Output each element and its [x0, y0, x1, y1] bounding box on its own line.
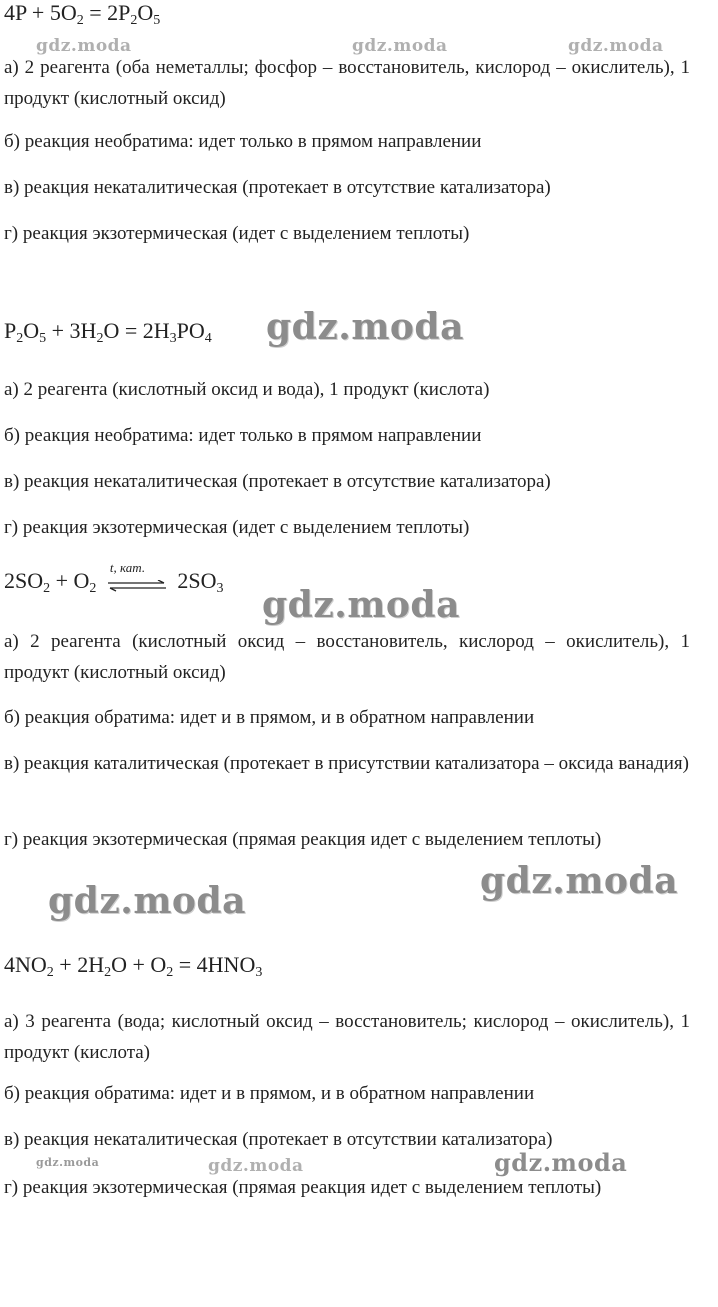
- block4-line-c: в) реакция некаталитическая (протекает в отсутствии катализатора): [4, 1129, 553, 1150]
- eq2-part: O = 2H: [103, 318, 170, 343]
- equation-1: [4, 0, 160, 26]
- eq4-sub: 3: [255, 965, 263, 980]
- block1-line-c: в) реакция некаталитическая (протекает в отсутствие катализатора): [4, 177, 551, 198]
- block4-line-a: а) 3 реагента (вода; кислотный оксид – восстановитель; кислород – окислитель), 1 продукт (кислота): [4, 1011, 690, 1063]
- block2-line-a: а) 2 реагента (кислотный оксид и вода), 1 продукт (кислота): [4, 379, 490, 400]
- watermark: gdz.moda: [266, 306, 464, 348]
- eq4-sub: 2: [46, 965, 54, 980]
- block3-line-a: а) 2 реагента (кислотный оксид – восстановитель, кислород – окислитель), 1 продукт (кислотный оксид): [4, 631, 690, 683]
- arrow-label: t, кат.: [109, 559, 146, 575]
- eq2-sub: 4: [204, 331, 212, 346]
- block1-line-d: г) реакция экзотермическая (идет с выделением теплоты): [4, 223, 470, 244]
- eq2-part: PO: [176, 318, 205, 343]
- eq4-part: + 2H: [53, 952, 105, 977]
- watermark: gdz.moda: [48, 880, 246, 922]
- eq2-part: + 3H: [46, 318, 97, 343]
- equation-3: [4, 559, 224, 596]
- block1-line-a: а) 2 реагента (оба неметаллы; фосфор – восстановитель, кислород – окислитель), 1 продукт (кислотный оксид): [4, 57, 690, 109]
- eq3-part: 2SO: [177, 568, 217, 593]
- block1-line-b: б) реакция необратима: идет только в прямом направлении: [4, 131, 482, 152]
- block2-line-c: в) реакция некаталитическая (протекает в отсутствие катализатора): [4, 471, 551, 492]
- eq3-sub: 2: [43, 581, 51, 596]
- eq3-part: 2SO: [4, 568, 44, 593]
- eq1-sub: 2: [130, 13, 138, 28]
- eq3-part: + O: [50, 568, 90, 593]
- watermark: gdz.moda: [262, 584, 460, 626]
- equation-4: [4, 952, 262, 978]
- eq1-part: 4P + 5O: [4, 0, 77, 25]
- eq4-sub: 2: [166, 965, 174, 980]
- eq4-part: 4NO: [4, 952, 47, 977]
- watermark: gdz.moda: [36, 1156, 100, 1169]
- watermark: gdz.moda: [480, 860, 678, 902]
- block3-line-d: г) реакция экзотермическая (прямая реакция идет с выделением теплоты): [4, 829, 602, 850]
- eq4-part: = 4HNO: [173, 952, 256, 977]
- eq1-sub: 2: [76, 13, 84, 28]
- eq2-sub: 2: [16, 331, 24, 346]
- equation-2: [4, 318, 212, 344]
- eq4-sub: 2: [104, 965, 112, 980]
- eq2-part: O: [23, 318, 40, 343]
- eq2-part: P: [4, 318, 17, 343]
- block2-line-d: г) реакция экзотермическая (идет с выделением теплоты): [4, 517, 470, 538]
- block3-line-c: в) реакция каталитическая (протекает в присутствии катализатора – оксида ванадия): [4, 753, 689, 774]
- watermark: gdz.moda: [208, 1156, 304, 1176]
- eq2-sub: 3: [169, 331, 177, 346]
- watermark: gdz.moda: [352, 36, 448, 56]
- eq4-part: O + O: [111, 952, 167, 977]
- eq1-sub: 5: [153, 13, 161, 28]
- eq1-part: = 2P: [83, 0, 131, 25]
- eq2-sub: 5: [39, 331, 47, 346]
- watermark: gdz.moda: [568, 36, 664, 56]
- watermark: gdz.moda: [36, 36, 132, 56]
- block4-line-d: г) реакция экзотермическая (прямая реакция идет с выделением теплоты): [4, 1177, 602, 1198]
- watermark: gdz.moda: [494, 1148, 628, 1177]
- block2-line-b: б) реакция необратима: идет только в прямом направлении: [4, 425, 482, 446]
- eq3-sub: 3: [216, 581, 224, 596]
- eq3-sub: 2: [89, 581, 97, 596]
- eq1-part: O: [137, 0, 154, 25]
- eq2-sub: 2: [96, 331, 104, 346]
- equilibrium-arrow-svg: [106, 580, 168, 592]
- block3-line-b: б) реакция обратима: идет и в прямом, и в обратном направлении: [4, 707, 535, 728]
- block4-line-b: б) реакция обратима: идет и в прямом, и в обратном направлении: [4, 1083, 535, 1104]
- equilibrium-arrow-icon: [106, 559, 168, 594]
